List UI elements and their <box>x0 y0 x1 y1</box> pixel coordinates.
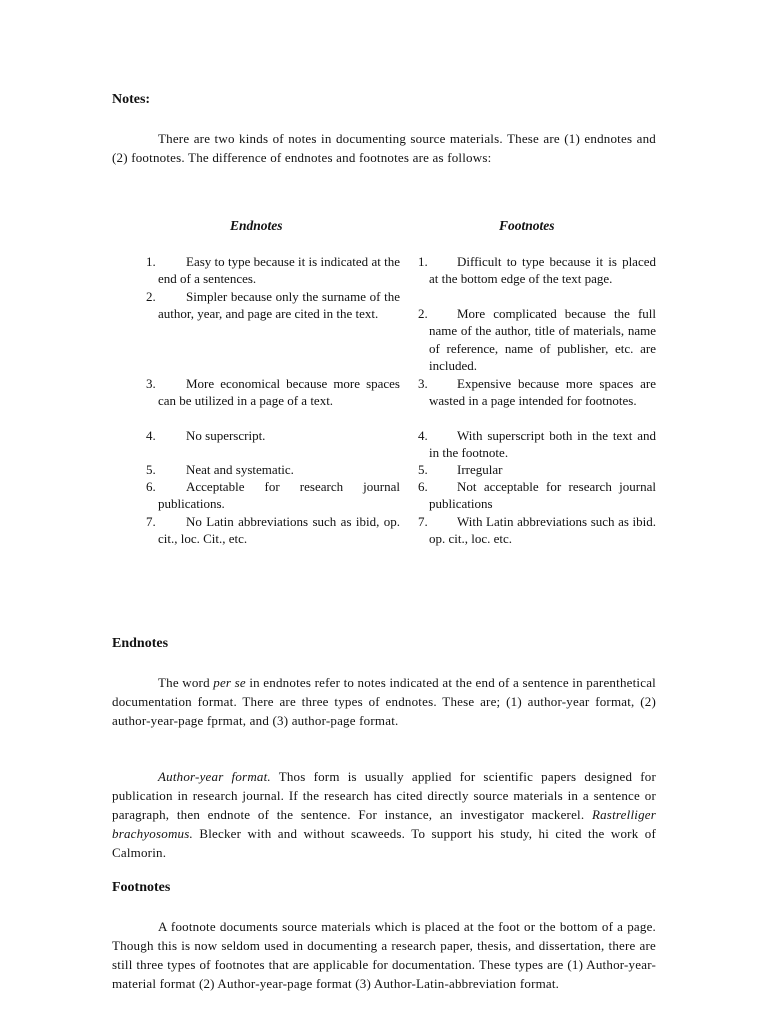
endnote-item: 5. Neat and systematic. <box>146 462 294 477</box>
footnote-item: 7. With Latin abbreviations such as ibid. op. cit., loc. etc. <box>418 514 656 547</box>
notes-intro-paragraph <box>112 129 656 167</box>
endnote-item: 6. Acceptable for research journal publications. <box>146 479 400 512</box>
endnotes-column-title: Endnotes <box>230 218 283 233</box>
endnote-item: 7. No Latin abbreviations such as ibid, op. cit., loc. Cit., etc. <box>146 514 400 547</box>
notes-heading: Notes: <box>112 92 151 107</box>
endnote-item: 1. Easy to type because it is indicated at the end of a sentences. <box>146 254 400 287</box>
footnotes-paragraph-1: A footnote documents source materials which is placed at the foot or the bottom of a page. Though this is now seldom used in documenting a research paper, thesis, and dissertation, there are still three types of footnotes that are applicable for documentation. These types are (1) Author-year-material format (2) Author-year-page format (3) Author-Latin-abbreviation format. <box>112 919 656 991</box>
footnote-item: 2. More complicated because the full name of the author, title of materials, name of reference, name of publisher, etc. are included. <box>418 306 656 374</box>
endnotes-paragraph-1: The word per se in endnotes refer to notes indicated at the end of a sentence in parenthetical documentation format. There are three types of endnotes. These are; (1) author-year format, (2) author-year-page fprmat, and (3) author-page format. <box>112 675 656 728</box>
notes-intro-text: There are two kinds of notes in documenting source materials. These are (1) endnotes and (2) footnotes. The difference of endnotes and footnotes are as follows: <box>112 131 656 165</box>
endnote-item: 4. No superscript. <box>146 428 266 443</box>
footnote-item: 6. Not acceptable for research journal publications <box>418 479 656 512</box>
footnote-item: 4. With superscript both in the text and in the footnote. <box>418 428 656 461</box>
footnote-item: 5. Irregular <box>418 462 503 477</box>
endnote-item: 3. More economical because more spaces can be utilized in a page of a text. <box>146 376 400 409</box>
endnotes-section-heading: Endnotes <box>112 636 169 651</box>
footnotes-column-title: Footnotes <box>499 218 555 233</box>
footnote-item: 3. Expensive because more spaces are wasted in a page intended for footnotes. <box>418 376 656 409</box>
footnotes-section-heading: Footnotes <box>112 880 171 895</box>
footnote-item: 1. Difficult to type because it is placed at the bottom edge of the text page. <box>418 254 656 287</box>
endnote-item: 2. Simpler because only the surname of the author, year, and page are cited in the text. <box>146 289 400 322</box>
endnotes-paragraph-2: Author-year format. Thos form is usually applied for scientific papers designed for publication in research journal. If the research has cited directly source materials in a sentence or paragraph, then endnote of the sentence. For instance, an investigator mackerel. Rastrelliger brachyosomus. Blecker with and without scaweeds. To support his study, hi cited the work of Calmorin. <box>112 769 656 860</box>
